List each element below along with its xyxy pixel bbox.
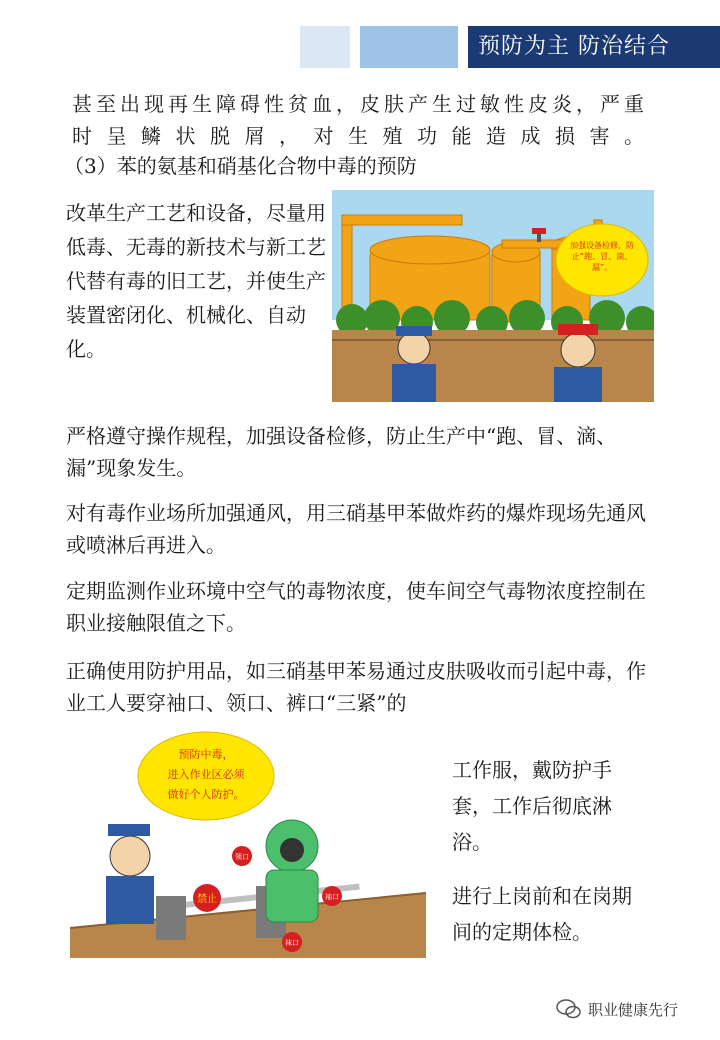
section-heading: （3）苯的氨基和硝基化合物中毒的预防 [64,154,417,178]
label-cuff: 袖口 [325,893,339,901]
factory-illustration [332,190,654,402]
paragraph-workwear: 工作服，戴防护手套，工作后彻底淋浴。 [452,758,612,854]
footer-watermark [556,996,678,1022]
bubble-line-3: 做好个人防护。 [167,788,245,801]
label-collar: 领口 [235,853,249,861]
body-line-2: 时呈鳞状脱屑，对生殖功能造成损害。 [72,124,644,148]
forbid-sign: 禁止 [197,894,217,905]
body-line-1: 甚至出现再生障碍性贫血，皮肤产生过敏性皮炎，严重 [72,92,644,116]
wechat-icon [556,998,582,1020]
paragraph-operating-rules: 严格遵守操作规程，加强设备检修，防止生产中“跑、冒、滴、漏”现象发生。 [66,424,617,480]
protection-illustration [70,728,426,958]
header-decor-mid [360,26,458,68]
factory-bubble-text: 加强设备检修，防止“跑、冒、滴、漏”。 [570,241,634,272]
bubble-line-2: 进入作业区必须 [167,768,245,781]
paragraph-health-check: 进行上岗前和在岗期间的定期体检。 [452,884,632,944]
header-decor-light [300,26,350,68]
paragraph-process-reform: 改革生产工艺和设备，尽量用低毒、无毒的新技术与新工艺代替有毒的旧工艺，并使生产装置密闭化、机械化、自动化。 [66,201,326,361]
paragraph-protective-gear: 正确使用防护用品，如三硝基甲苯易通过皮肤吸收而引起中毒，作业工人要穿袖口、领口、裤口“三紧”的 [66,659,646,715]
bubble-line-1: 预防中毒， [178,748,234,761]
header-title: 预防为主 防治结合 [468,26,720,68]
label-ankle: 袜口 [285,939,299,947]
paragraph-ventilation: 对有毒作业场所加强通风，用三硝基甲苯做炸药的爆炸现场先通风或喷淋后再进入。 [66,501,646,557]
footer-text: 职业健康先行 [588,1000,679,1019]
paragraph-monitoring: 定期监测作业环境中空气的毒物浓度，使车间空气毒物浓度控制在职业接触限值之下。 [66,579,646,635]
